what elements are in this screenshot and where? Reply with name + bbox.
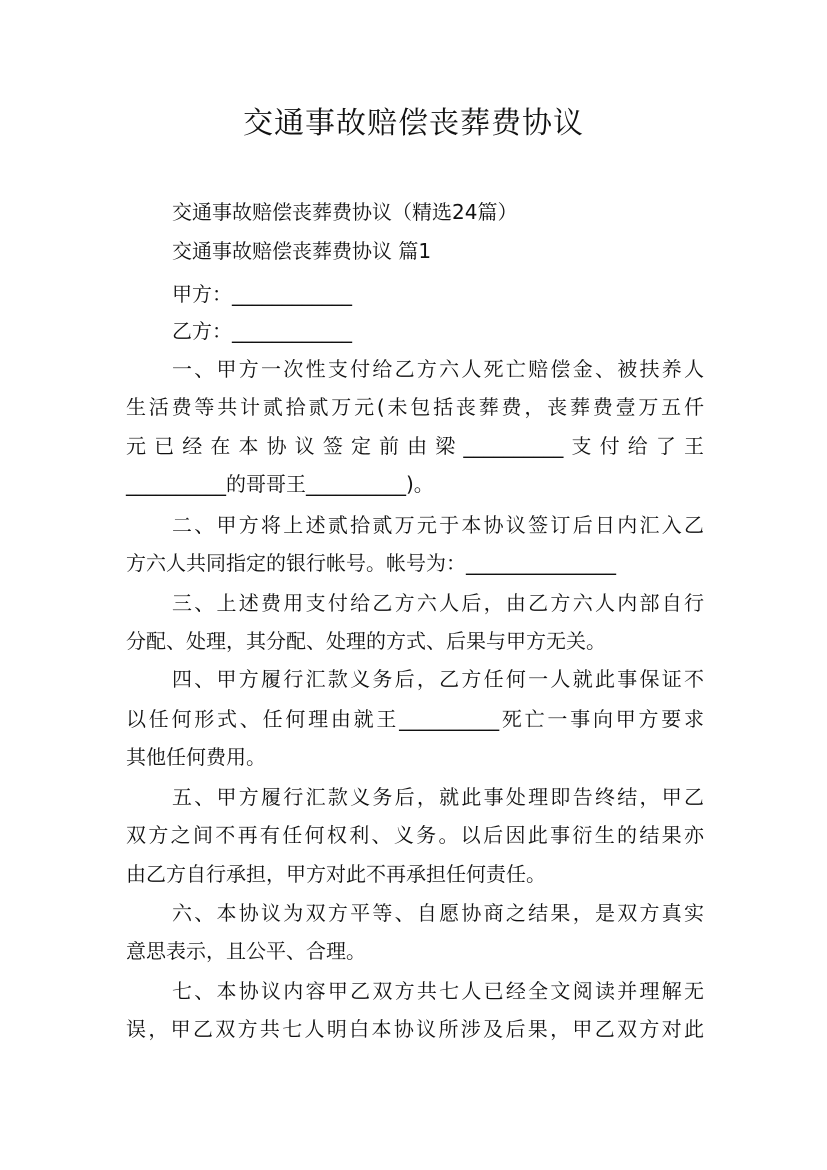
paragraph-line: 其他任何费用。 [126, 745, 266, 769]
paragraph-line: 分配、处理，其分配、处理的方式、后果与甲方无关。 [126, 629, 606, 653]
paragraph-line: 双方之间不再有任何权利、义务。以后因此事衍生的结果亦 [126, 823, 704, 847]
paragraph-line: 以任何形式、任何理由就王__________死亡一事向甲方要求 [126, 707, 704, 731]
paragraph-line: 意思表示，且公平、合理。 [126, 939, 366, 963]
document-title: 交通事故赔偿丧葬费协议 [243, 106, 584, 141]
paragraph-line: 误，甲乙双方共七人明白本协议所涉及后果，甲乙双方对此 [126, 1017, 704, 1041]
paragraph-line: 四、甲方履行汇款义务后，乙方任何一人就此事保证不 [172, 667, 704, 691]
section-heading: 交通事故赔偿丧葬费协议 篇1 [172, 239, 432, 263]
paragraph-line: __________的哥哥王__________)。 [126, 472, 434, 496]
party-b-line: 乙方：____________ [172, 319, 352, 343]
paragraph-line: 七、本协议内容甲乙双方共七人已经全文阅读并理解无 [172, 979, 704, 1003]
paragraph-line: 三、上述费用支付给乙方六人后，由乙方六人内部自行 [172, 591, 704, 615]
paragraph-line: 一、甲方一次性支付给乙方六人死亡赔偿金、被扶养人 [172, 357, 704, 381]
paragraph-line: 元已经在本协议签定前由梁__________支付给了王 [126, 434, 704, 458]
paragraph-line: 方六人共同指定的银行帐号。帐号为：_______________ [126, 551, 616, 575]
paragraph-line: 二、甲方将上述贰拾贰万元于本协议签订后日内汇入乙 [172, 513, 704, 537]
party-a-line: 甲方：____________ [172, 282, 352, 306]
paragraph-line: 由乙方自行承担，甲方对此不再承担任何责任。 [126, 862, 546, 886]
paragraph-line: 六、本协议为双方平等、自愿协商之结果，是双方真实 [172, 901, 704, 925]
subtitle-line: 交通事故赔偿丧葬费协议（精选24篇） [172, 200, 518, 224]
paragraph-line: 五、甲方履行汇款义务后，就此事处理即告终结，甲乙 [172, 785, 704, 809]
paragraph-line: 生活费等共计贰拾贰万元(未包括丧葬费，丧葬费壹万五仟 [126, 395, 704, 419]
